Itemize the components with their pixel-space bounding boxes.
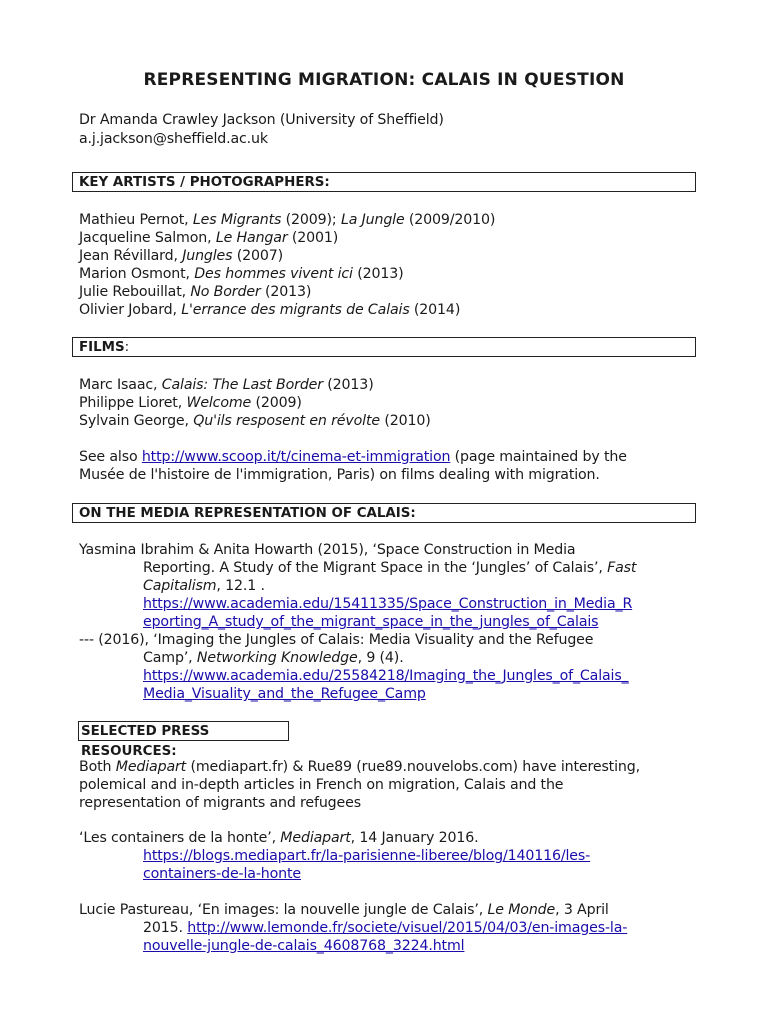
film-entry: Philippe Lioret, Welcome (2009) <box>79 395 302 411</box>
author-email: a.j.jackson@sheffield.ac.uk <box>79 131 268 147</box>
press-intro-line: Both Mediapart (mediapart.fr) & Rue89 (rue89.nouvelobs.com) have interesting, <box>79 759 640 775</box>
artist-entry: Jean Révillard, Jungles (2007) <box>79 248 284 264</box>
lemonde-link-cont[interactable]: nouvelle-jungle-de-calais_4608768_3224.html <box>143 938 465 954</box>
reference-line: Yasmina Ibrahim & Anita Howarth (2015), ‘Space Construction in Media <box>79 542 576 558</box>
see-also-line: See also http://www.scoop.it/t/cinema-et-immigration (page maintained by the <box>79 449 627 465</box>
section-heading-media: ON THE MEDIA REPRESENTATION OF CALAIS: <box>72 503 696 523</box>
artist-entry: Jacqueline Salmon, Le Hangar (2001) <box>79 230 339 246</box>
artist-entry: Marion Osmont, Des hommes vivent ici (2013) <box>79 266 404 282</box>
section-heading-press: SELECTED PRESS RESOURCES: <box>78 721 289 741</box>
press-intro-line: representation of migrants and refugees <box>79 795 361 811</box>
academia-link-2[interactable]: https://www.academia.edu/25584218/Imaging_the_Jungles_of_Calais_ <box>143 668 629 684</box>
mediapart-link-cont[interactable]: containers-de-la-honte <box>143 866 301 882</box>
film-entry: Sylvain George, Qu'ils resposent en révolte (2010) <box>79 413 431 429</box>
document-title: REPRESENTING MIGRATION: CALAIS IN QUESTION <box>143 70 625 90</box>
press-item: ‘Les containers de la honte’, Mediapart, 14 January 2016. <box>79 830 479 846</box>
academia-link-1-cont[interactable]: eporting_A_study_of_the_migrant_space_in_the_jungles_of_Calais <box>143 614 599 630</box>
scoop-it-link[interactable]: http://www.scoop.it/t/cinema-et-immigration <box>141 449 451 465</box>
film-entry: Marc Isaac, Calais: The Last Border (2013) <box>79 377 374 393</box>
academia-link-1[interactable]: https://www.academia.edu/15411335/Space_Construction_in_Media_R <box>143 596 633 612</box>
reference-line: Camp’, Networking Knowledge, 9 (4). <box>143 650 404 666</box>
academia-link-2-cont[interactable]: Media_Visuality_and_the_Refugee_Camp <box>143 686 426 702</box>
see-also-line-2: Musée de l'histoire de l'immigration, Paris) on films dealing with migration. <box>79 467 600 483</box>
press-intro-line: polemical and in-depth articles in French on migration, Calais and the <box>79 777 564 793</box>
artist-entry: Mathieu Pernot, Les Migrants (2009); La Jungle (2009/2010) <box>79 212 496 228</box>
section-heading-films: FILMS: <box>72 337 696 357</box>
reference-line: Reporting. A Study of the Migrant Space in the ‘Jungles’ of Calais’, Fast <box>143 560 637 576</box>
section-heading-artists: KEY ARTISTS / PHOTOGRAPHERS: <box>72 172 696 192</box>
artist-entry: Julie Rebouillat, No Border (2013) <box>79 284 312 300</box>
lemonde-link[interactable]: http://www.lemonde.fr/societe/visuel/2015/04/03/en-images-la- <box>187 920 628 936</box>
reference-line: Capitalism, 12.1 . <box>143 578 265 594</box>
author-name: Dr Amanda Crawley Jackson (University of Sheffield) <box>79 112 444 128</box>
mediapart-link[interactable]: https://blogs.mediapart.fr/la-parisienne-liberee/blog/140116/les- <box>143 848 591 864</box>
artist-entry: Olivier Jobard, L'errance des migrants de Calais (2014) <box>79 302 461 318</box>
reference-line: --- (2016), ‘Imaging the Jungles of Calais: Media Visuality and the Refugee <box>79 632 594 648</box>
press-item-cont: 2015. http://www.lemonde.fr/societe/visuel/2015/04/03/en-images-la- <box>143 920 628 936</box>
press-item: Lucie Pastureau, ‘En images: la nouvelle jungle de Calais’, Le Monde, 3 April <box>79 902 609 918</box>
